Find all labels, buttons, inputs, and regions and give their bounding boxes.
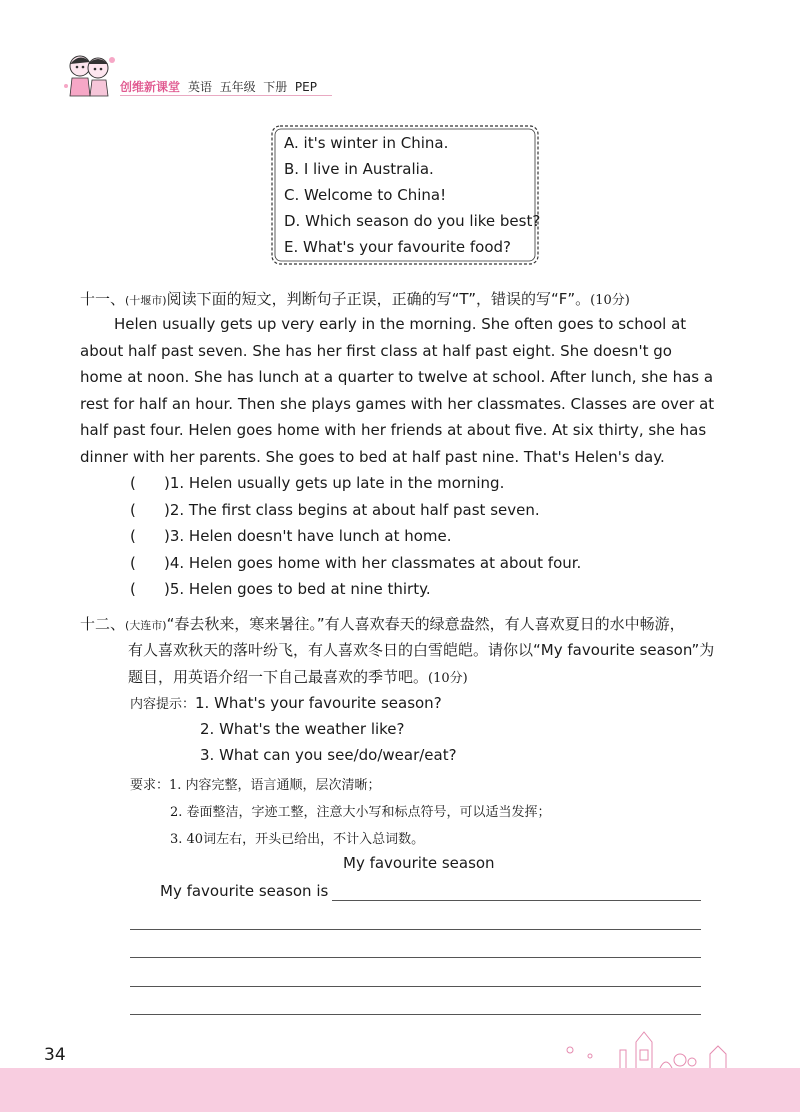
question-3 (130, 527, 452, 545)
question-4 (130, 554, 581, 572)
question-3-text: )3. Helen doesn't have lunch at home. (164, 527, 452, 545)
passage-line-4: rest for half an hour. Then she plays games with her classmates. Classes are over at (80, 395, 715, 413)
choices-box (270, 124, 540, 266)
hint-3: 3. What can you see/do/wear/eat? (200, 746, 457, 764)
hint-1: 1. What's your favourite season? (195, 694, 442, 712)
writing-line-4[interactable] (130, 986, 701, 987)
answer-blank-4[interactable]: ( (130, 554, 136, 572)
answer-blank-3[interactable]: ( (130, 527, 136, 545)
answer-blank-5[interactable]: ( (130, 580, 136, 598)
page-header (60, 50, 330, 100)
req-1: 1. 内容完整，语言通顺，层次清晰； (169, 778, 381, 793)
section-12-line-1: “春去秋来，寒来暑往。”有人喜欢春天的绿意盎然，有人喜欢夏日的水中畅游， (166, 615, 685, 633)
choice-c: C. Welcome to China! (284, 186, 447, 204)
section-12-number: 十二、 (80, 615, 126, 633)
essay-title: My favourite season (343, 854, 495, 872)
section-11-points: (10分) (590, 293, 630, 308)
section-11-instruction: 阅读下面的短文，判断句子正误，正确的写“T”，错误的写“F”。 (166, 290, 591, 308)
question-2 (130, 501, 540, 519)
writing-line-2[interactable] (130, 929, 701, 930)
choice-d: D. Which season do you like best? (284, 212, 541, 230)
essay-start: My favourite season is (160, 882, 329, 900)
req-3: 3. 40词左右，开头已给出，不计入总词数。 (170, 832, 425, 847)
question-4-text: )4. Helen goes home with her classmates at about four. (164, 554, 582, 572)
question-1-text: )1. Helen usually gets up late in the morning. (164, 474, 505, 492)
passage-line-1: Helen usually gets up very early in the morning. She often goes to school at (114, 315, 687, 333)
writing-line-3[interactable] (130, 957, 701, 958)
question-2-text: )2. The first class begins at about half past seven. (164, 501, 540, 519)
choice-b: B. I live in Australia. (284, 160, 434, 178)
section-12-line-3-wrap (128, 666, 468, 687)
answer-blank-1[interactable]: ( (130, 474, 136, 492)
writing-line-5[interactable] (130, 1014, 701, 1015)
header-divider (120, 95, 332, 96)
book-info: 英语 五年级 下册 PEP (188, 80, 317, 94)
hint-label: 内容提示： (130, 697, 196, 712)
hint-row-1 (130, 693, 442, 712)
passage-line-5: half past four. Helen goes home with her friends at about five. At six thirty, she has (80, 421, 707, 439)
section-12-title (80, 613, 685, 634)
choice-e: E. What's your favourite food? (284, 238, 511, 256)
req-row-1 (130, 774, 381, 793)
section-11-title (80, 288, 630, 309)
section-11-number: 十一、 (80, 290, 126, 308)
answer-blank-2[interactable]: ( (130, 501, 136, 519)
castle-doodle-icon (560, 1020, 740, 1070)
question-1 (130, 474, 504, 492)
question-5-text: )5. Helen goes to bed at nine thirty. (164, 580, 431, 598)
footer-band (0, 1068, 800, 1112)
writing-line-1[interactable] (332, 900, 701, 901)
question-5 (130, 580, 431, 598)
passage-line-2: about half past seven. She has her first class at half past eight. She doesn't go (80, 342, 672, 360)
passage-line-3: home at noon. She has lunch at a quarter to twelve at school. After lunch, she has a (80, 368, 714, 386)
hint-2: 2. What's the weather like? (200, 720, 405, 738)
req-2: 2. 卷面整洁，字迹工整，注意大小写和标点符号，可以适当发挥； (170, 805, 551, 820)
section-12-line-2: 有人喜欢秋天的落叶纷飞，有人喜欢冬日的白雪皑皑。请你以“My favourite season”为 (128, 641, 715, 659)
section-12-points: (10分) (428, 671, 468, 686)
section-11-city: (十堰市) (125, 294, 167, 307)
section-12-city: (大连市) (125, 619, 167, 632)
req-label: 要求： (130, 778, 170, 793)
section-12-line-3: 题目，用英语介绍一下自己最喜欢的季节吧。 (128, 668, 429, 686)
cartoon-kids-logo (60, 50, 122, 100)
passage-line-6: dinner with her parents. She goes to bed at half past nine. That's Helen's day. (80, 448, 665, 466)
choice-a: A. it's winter in China. (284, 134, 449, 152)
brand-name: 创维新课堂 (120, 80, 181, 94)
page-number: 34 (44, 1045, 66, 1065)
